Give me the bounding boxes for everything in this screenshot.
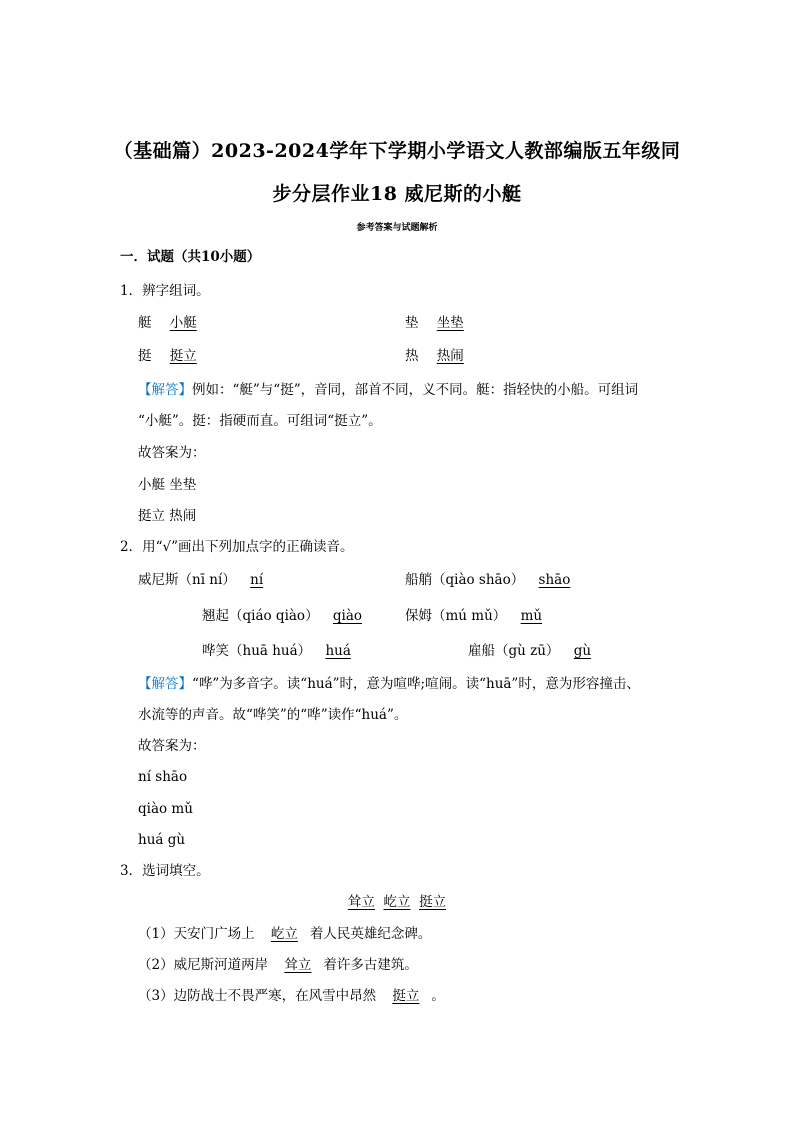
q1-item-char: 热 <box>405 348 419 364</box>
q1-answer-line1: 小艇 坐垫 <box>138 477 197 493</box>
q3-item-answer: 屹立 <box>270 926 298 942</box>
q3-item <box>138 956 418 974</box>
q1-item-char: 垫 <box>405 315 419 331</box>
q2-item-word: 雇船（gù zū） <box>468 643 560 659</box>
q1-item-answer: 热闹 <box>436 348 464 364</box>
q1-item-answer: 挺立 <box>169 348 197 364</box>
q2-item-answer: huá <box>325 643 351 659</box>
page-subtitle: 参考答案与试题解析 <box>356 223 438 233</box>
q1-item <box>138 347 211 365</box>
q3-item-answer: 挺立 <box>392 988 420 1004</box>
q2-item-answer: ní <box>250 572 264 588</box>
page-title-line1: （基础篇）2023-2024学年下学期小学语文人教部编版五年级同 <box>113 140 681 162</box>
q2-item-word: 翘起（qiáo qiào） <box>202 608 319 624</box>
q2-answer-intro: 故答案为： <box>138 738 206 754</box>
q3-item-after: 。 <box>431 988 445 1004</box>
q1-item-answer: 坐垫 <box>436 315 464 331</box>
q2-item <box>468 642 601 660</box>
q2-item-word: 船艄（qiào shāo） <box>405 572 525 588</box>
q2-item-answer: qiào <box>332 608 363 624</box>
analysis-text: 例如：“艇”与“挺”，音同，部首不同，义不同。艇：指轻快的小船。可组词 <box>192 382 639 398</box>
q1-item-char: 挺 <box>138 348 152 364</box>
q2-analysis-line1 <box>138 675 640 693</box>
q1-analysis-line1 <box>138 381 638 399</box>
analysis-tag: 【解答】 <box>138 382 192 398</box>
q3-item-after: 着人民英雄纪念碑。 <box>309 926 432 942</box>
q2-item-answer: shāo <box>538 572 571 588</box>
q2-answer-line1: ní shāo <box>138 769 188 785</box>
word-bank-item: 耸立 <box>347 894 375 910</box>
question-2-label: 2．用“√”画出下列加点字的正确读音。 <box>120 539 354 555</box>
q1-item-char: 艇 <box>138 315 152 331</box>
q2-answer-line2: qiào mǔ <box>138 801 193 817</box>
q2-item <box>138 571 273 589</box>
section-heading: 一．试题（共10小题） <box>120 249 261 265</box>
q1-answer-intro: 故答案为： <box>138 445 206 461</box>
page-title-line2: 步分层作业18 威尼斯的小艇 <box>272 183 522 205</box>
q3-item <box>138 925 431 943</box>
word-bank-item: 屹立 <box>383 894 411 910</box>
q2-item <box>405 571 580 589</box>
q2-item <box>202 607 372 625</box>
q3-item-answer: 耸立 <box>284 957 312 973</box>
q2-item <box>202 642 361 660</box>
word-bank-item: 挺立 <box>419 894 447 910</box>
q2-answer-line3: huá gù <box>138 832 186 848</box>
q3-word-bank <box>0 893 794 911</box>
q1-item <box>138 314 211 332</box>
q3-item-before: （3）边防战士不畏严寒，在风雪中昂然 <box>138 988 381 1004</box>
q2-item-answer: gù <box>573 643 592 659</box>
q2-item-answer: mǔ <box>520 608 543 624</box>
analysis-text: “哗”为多音字。读“huá”时，意为喧哗;喧闹。读“huā”时，意为形容撞击、 <box>192 676 640 692</box>
q2-analysis-line2: 水流等的声音。故“哗笑”的“哗”读作“huá”。 <box>138 707 408 723</box>
q2-item <box>405 607 552 625</box>
q1-analysis-line2: “小艇”。挺：指硬而直。可组词“挺立”。 <box>138 413 382 429</box>
analysis-tag: 【解答】 <box>138 676 192 692</box>
q3-item-before: （1）天安门广场上 <box>138 926 259 942</box>
q3-item-before: （2）威尼斯河道两岸 <box>138 957 273 973</box>
q2-item-word: 威尼斯（nī ní） <box>138 572 236 588</box>
q1-answer-line2: 挺立 热闹 <box>138 508 197 524</box>
q1-item <box>405 347 478 365</box>
q3-item <box>138 987 445 1005</box>
q2-item-word: 保姆（mú mǔ） <box>405 608 507 624</box>
q2-item-word: 哗笑（huā huá） <box>202 643 312 659</box>
q1-item <box>405 314 478 332</box>
question-3-label: 3．选词填空。 <box>120 863 210 879</box>
q1-item-answer: 小艇 <box>169 315 197 331</box>
question-1-label: 1．辨字组词。 <box>120 283 210 299</box>
q3-item-after: 着许多古建筑。 <box>323 957 418 973</box>
